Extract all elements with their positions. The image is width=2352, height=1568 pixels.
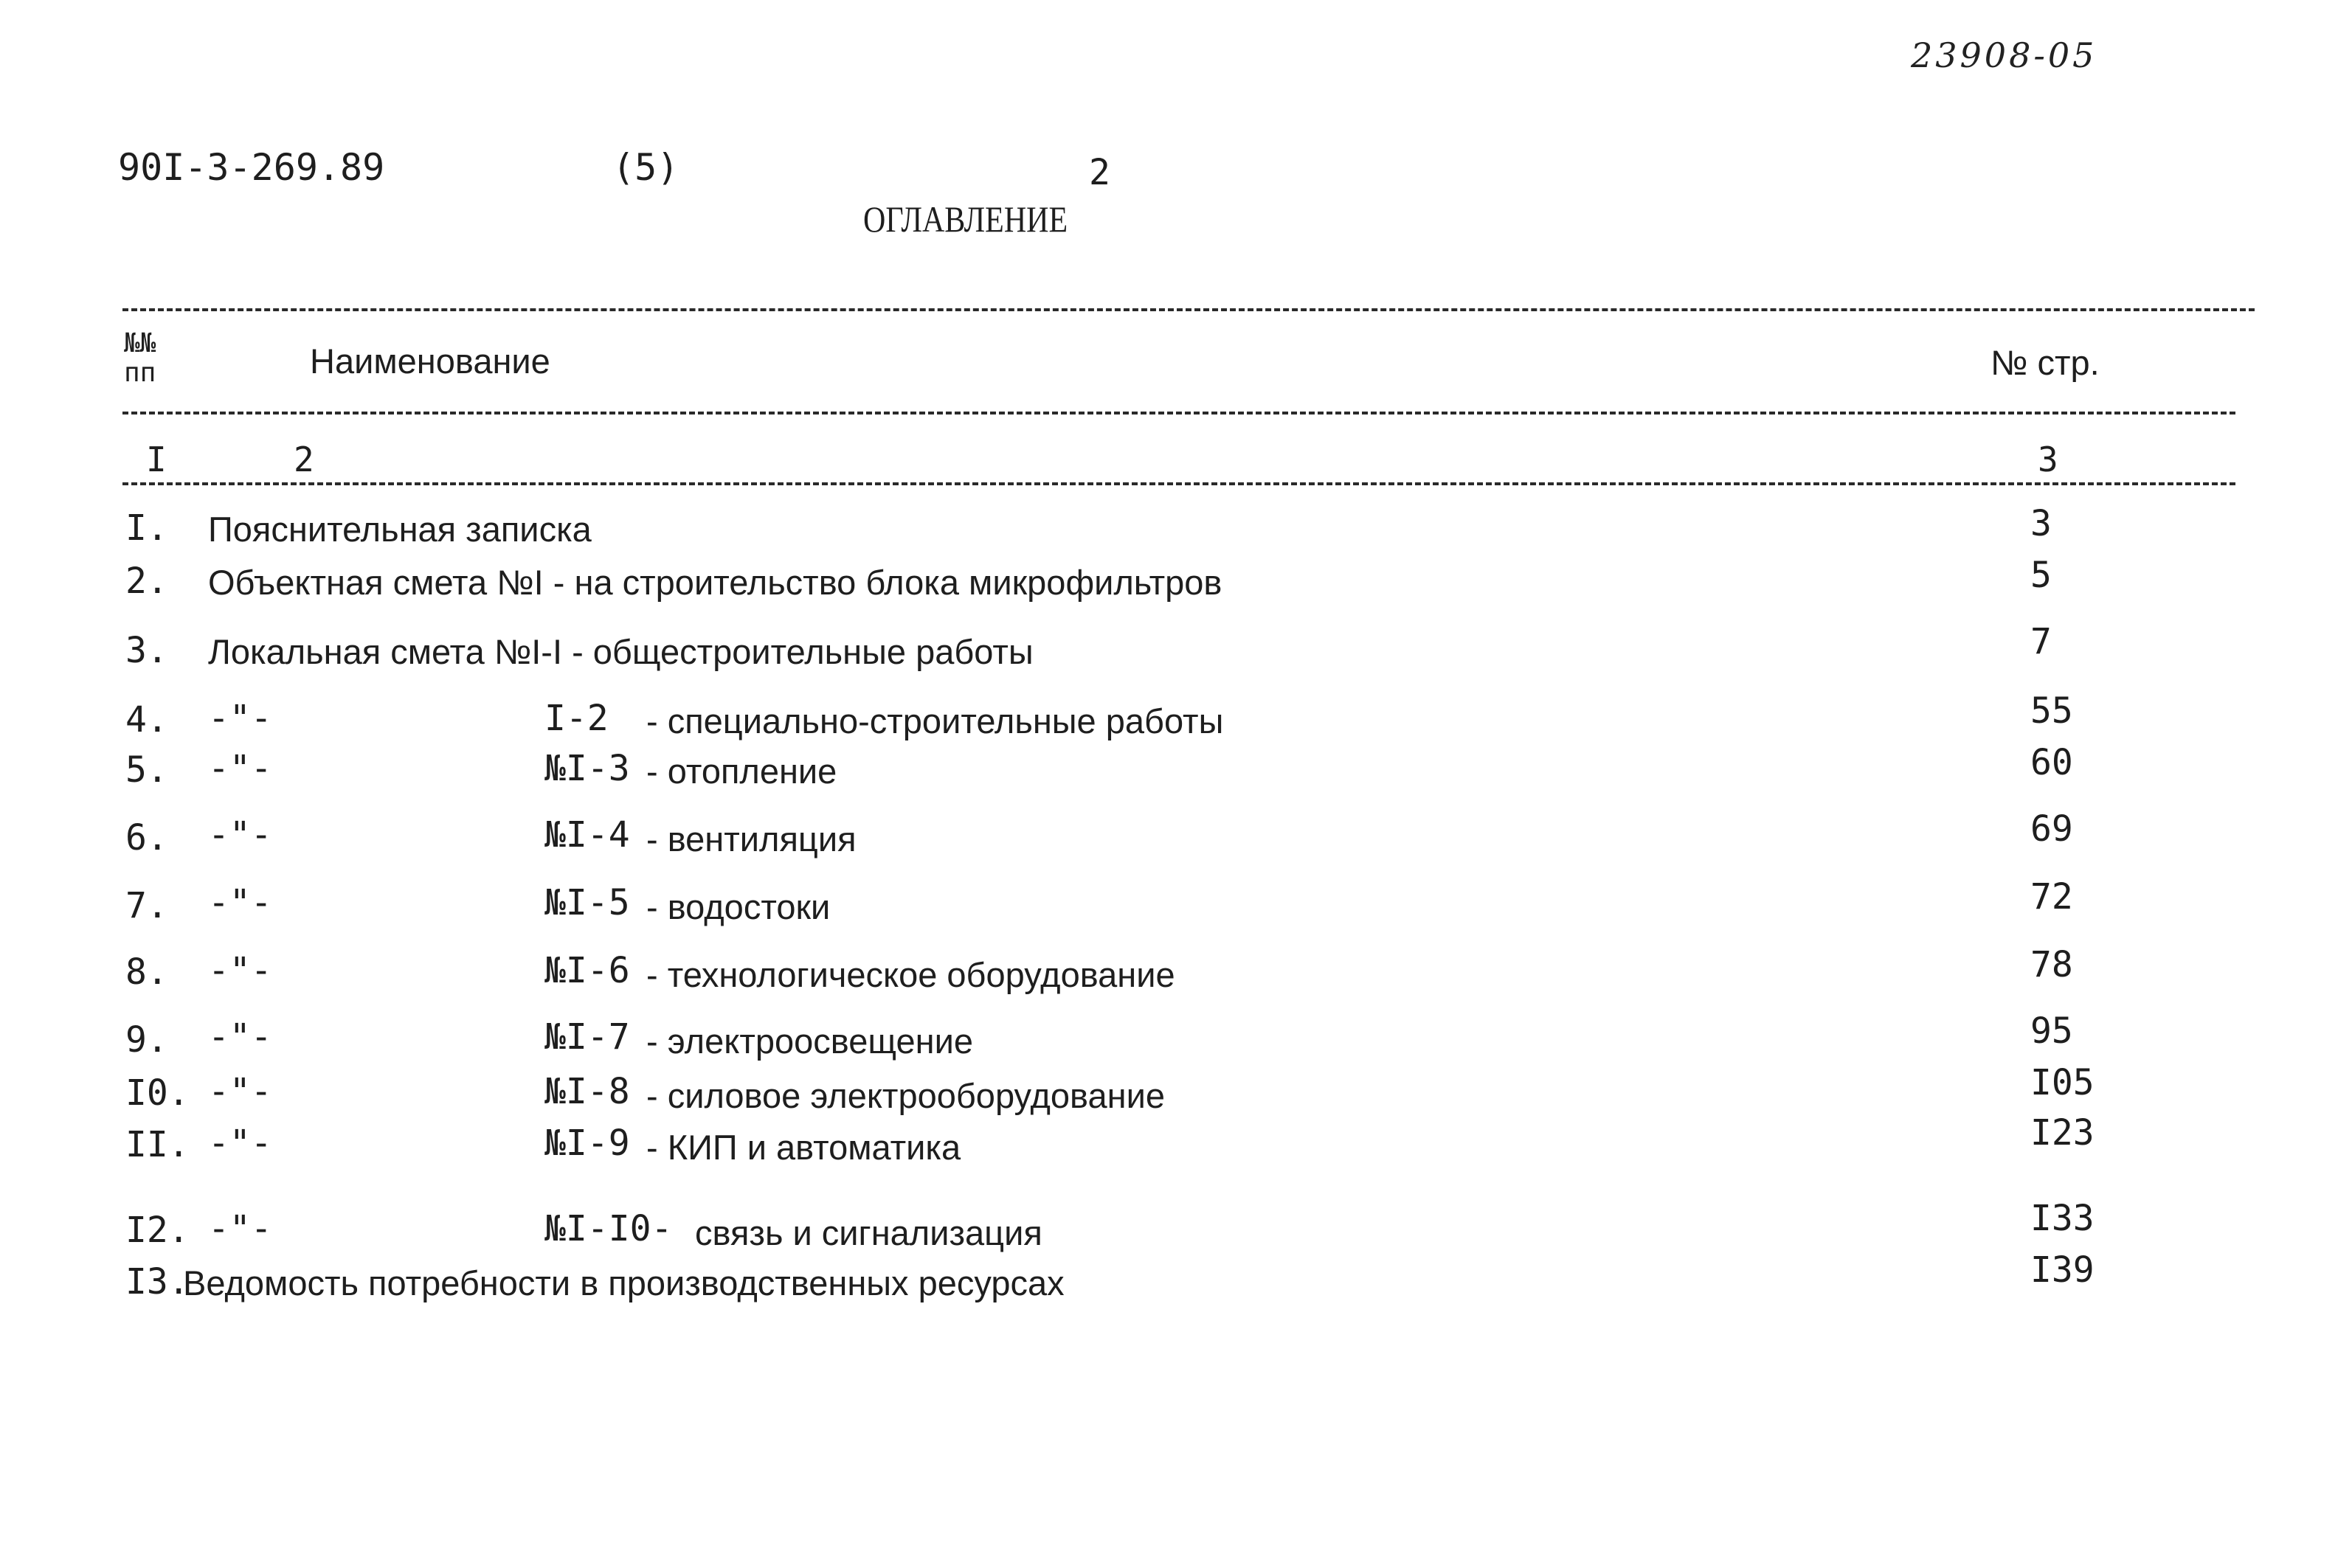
row-code: №I-5 xyxy=(544,882,630,923)
row-description: - технологическое оборудование xyxy=(646,955,1175,994)
handwritten-archive-number: 23908-05 xyxy=(1911,35,2097,75)
row-number: 9. xyxy=(125,1019,168,1061)
row-code: №I-7 xyxy=(544,1016,630,1058)
row-code: №I-4 xyxy=(544,814,630,856)
row-ditto-mark: -"- xyxy=(208,1208,272,1249)
row-number: 3. xyxy=(125,630,168,671)
row-number: I0. xyxy=(125,1072,190,1114)
row-page: 7 xyxy=(2030,621,2052,662)
column-header-number-line1: №№ xyxy=(124,328,156,358)
row-number: 2. xyxy=(125,561,168,602)
header-bottom-rule xyxy=(122,412,2235,414)
row-description: - электроосвещение xyxy=(646,1021,973,1061)
row-code: №I-3 xyxy=(544,748,630,789)
column-header-name: Наименование xyxy=(310,341,550,381)
row-page: 5 xyxy=(2030,555,2052,596)
row-description: - КИП и автоматика xyxy=(646,1128,961,1167)
row-page: I23 xyxy=(2030,1112,2095,1154)
table-top-rule xyxy=(122,308,2255,311)
document-code: 90I-3-269.89 xyxy=(118,146,385,189)
row-number: 8. xyxy=(125,951,168,993)
column-number-3: 3 xyxy=(2038,440,2058,479)
row-ditto-mark: -"- xyxy=(208,814,272,856)
row-number: I. xyxy=(125,507,168,549)
row-name: Объектная смета №I - на строительство блока микрофильтров xyxy=(208,563,1222,602)
column-number-2: 2 xyxy=(294,440,314,479)
row-page: 69 xyxy=(2030,808,2073,850)
column-header-page: № стр. xyxy=(1990,343,2100,382)
row-number: I2. xyxy=(125,1210,190,1251)
page-number: 2 xyxy=(1089,152,1110,193)
row-page: I39 xyxy=(2030,1249,2095,1291)
issue-number: (5) xyxy=(612,146,679,189)
row-ditto-mark: -"- xyxy=(208,698,272,739)
row-ditto-mark: -"- xyxy=(208,1123,272,1164)
row-description: связь и сигнализация xyxy=(695,1213,1042,1252)
row-code: №I-I0- xyxy=(544,1208,673,1249)
colnum-bottom-rule xyxy=(122,482,2235,485)
row-page: 60 xyxy=(2030,742,2073,783)
column-number-1: I xyxy=(146,440,167,479)
row-number: II. xyxy=(125,1124,190,1165)
column-header-number-line2: пп xyxy=(124,358,156,388)
row-name: Пояснительная записка xyxy=(208,510,592,549)
row-ditto-mark: -"- xyxy=(208,1071,272,1112)
row-name: Локальная смета №I-I - общестроительные работы xyxy=(208,632,1034,671)
row-description: - силовое электрооборудование xyxy=(646,1076,1165,1115)
column-header-number xyxy=(124,329,156,388)
row-code: №I-9 xyxy=(544,1123,630,1164)
row-description: - водостоки xyxy=(646,887,831,926)
row-page: I33 xyxy=(2030,1198,2095,1239)
row-description: - вентиляция xyxy=(646,819,857,858)
row-ditto-mark: -"- xyxy=(208,748,272,789)
row-number: 6. xyxy=(125,817,168,858)
row-ditto-mark: -"- xyxy=(208,1016,272,1058)
row-number: 7. xyxy=(125,885,168,926)
row-page: 72 xyxy=(2030,876,2073,917)
row-number: 5. xyxy=(125,749,168,791)
row-code: I-2 xyxy=(544,698,609,739)
row-description: - отопление xyxy=(646,752,837,791)
row-ditto-mark: -"- xyxy=(208,882,272,923)
row-number: I3. xyxy=(125,1261,190,1302)
row-name: Ведомость потребности в производственных ресурсах xyxy=(183,1263,1065,1302)
page-title: ОГЛАВЛЕНИЕ xyxy=(863,198,1068,240)
row-code: №I-8 xyxy=(544,1071,630,1112)
row-page: 55 xyxy=(2030,690,2073,732)
row-page: 78 xyxy=(2030,944,2073,985)
row-page: 3 xyxy=(2030,503,2052,544)
row-code: №I-6 xyxy=(544,950,630,991)
row-page: 95 xyxy=(2030,1010,2073,1052)
row-number: 4. xyxy=(125,699,168,740)
row-page: I05 xyxy=(2030,1062,2095,1103)
row-description: - специально-строительные работы xyxy=(646,701,1224,740)
row-ditto-mark: -"- xyxy=(208,950,272,991)
